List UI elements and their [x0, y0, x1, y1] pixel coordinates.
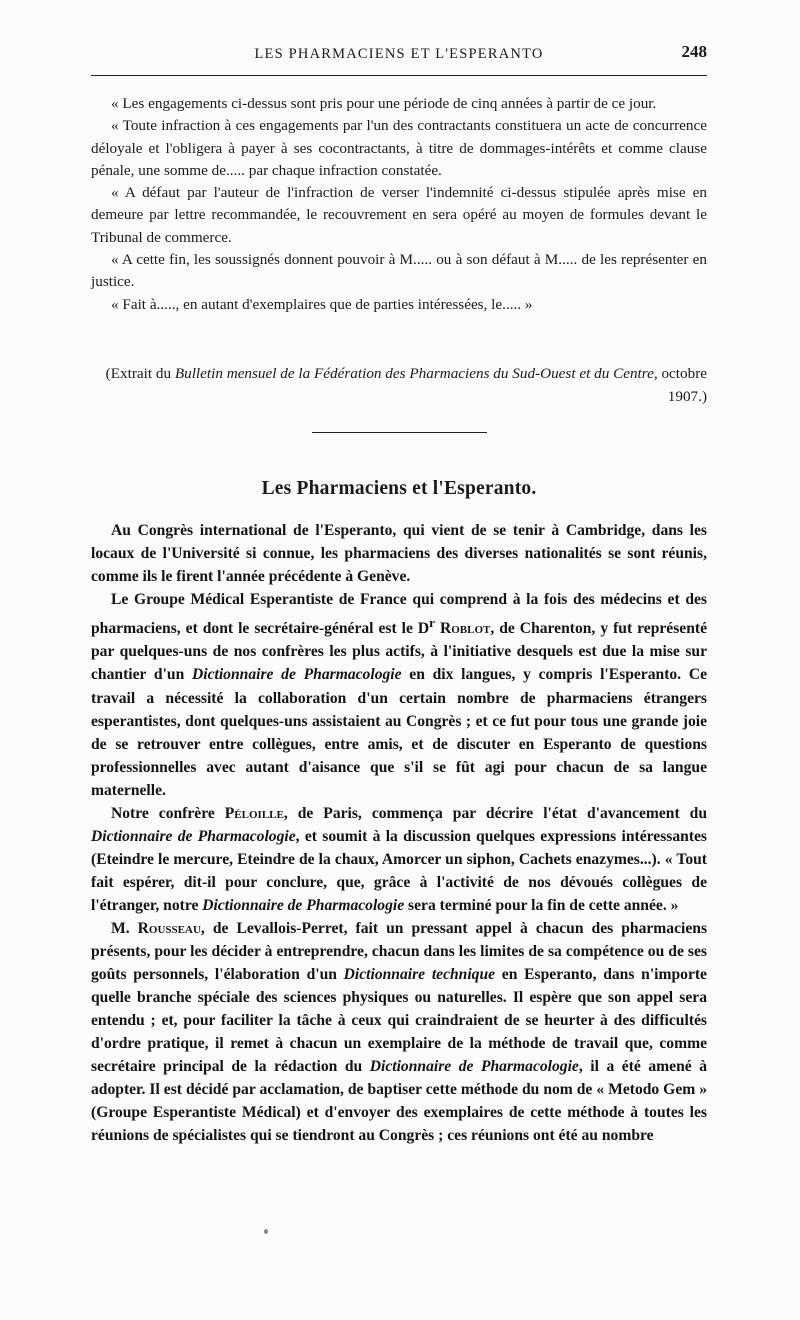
source-citation: (Extrait du Bulletin mensuel de la Fédération des Pharmaciens du Sud-Ouest et du Centre, octobre 1907.): [105, 365, 707, 405]
article-paragraph: Le Groupe Médical Esperantiste de France qui comprend à la fois des médecins et des pharmaciens, et dont le secrétaire-général est le $D^r$ Roblot, de Charenton, y fut représenté par quelques-uns de nos confrères les plus actifs, à l'initiative desquels est due la mise sur chantier d'un Dictionnaire de Pharmacologie en dix langues, y compris l'Esperanto. Ce travail a nécessité la collaboration d'un certain nombre de pharmaciens étrangers esperantistes, dont quelques-uns assistaient au Congrès ; et ce fut pour tous une grande joie de se retrouver entre collègues, entre amis, et de discuter en Esperanto de questions professionnelles avec autant d'aisance que s'il se fût agi pour chacun de sa langue maternelle.: [91, 591, 708, 799]
person-name: Rousseau: [137, 919, 201, 937]
person-name: Péloille: [224, 804, 284, 822]
article-body: [91, 519, 707, 1147]
article-paragraph: M. Rousseau, de Levallois-Perret, fait un pressant appel à chacun des pharmaciens présents, pour les décider à entreprendre, chacun dans les limites de sa compétence ou de ses goûts personnels, l'élaboration d'un Dictionnaire technique en Esperanto, dans n'importe quelle branche spéciale des sciences physiques ou naturelles. Il espère que son appel sera entendu ; et, pour faciliter la tâche à ceux qui craindraient de se heurter à des difficultés d'ordre pratique, il remet à chacun un exemplaire de la méthode de travail que, comme secrétaire principal de la rédaction du Dictionnaire de Pharmacologie, il a été amené à adopter. Il est décidé par acclamation, de baptiser cette méthode du nom de « Metodo Gem » (Groupe Esperantiste Médical) et d'envoyer des exemplaires de cette méthode à toutes les réunions de spécialistes qui se tiendront au Congrès ; ces réunions ont été au nombre: [91, 919, 708, 1145]
section-separator: [312, 432, 487, 433]
header-rule: [91, 75, 707, 76]
article-paragraph: Notre confrère Péloille, de Paris, commença par décrire l'état d'avancement du Dictionnaire de Pharmacologie, et soumit à la discussion quelques expressions intéressantes (Eteindre le mercure, Eteindre de la chaux, Amorcer un siphon, Cachets enazymes...). « Tout fait espérer, dit-il pour conclure, que, grâce à l'activité de nos dévoués collègues de l'étranger, notre Dictionnaire de Pharmacologie sera terminé pour la fin de cette année. »: [91, 804, 708, 914]
contract-paragraph: « Les engagements ci-dessus sont pris pour une période de cinq années à partir de ce jour.: [111, 95, 657, 112]
contract-excerpt: [91, 93, 707, 316]
contract-paragraph: « Toute infraction à ces engagements par l'un des contractants constituera un acte de concurrence déloyale et l'obligera à payer à ses cocontractants, à titre de dommages-intérêts et comme clause pénale, une somme de..... par chaque infraction constatée.: [91, 117, 707, 179]
running-header: [91, 42, 707, 70]
contract-paragraph: « A cette fin, les soussignés donnent pouvoir à M..... ou à son défaut à M..... de les représenter en justice.: [91, 251, 707, 291]
article-title: Les Pharmaciens et l'Esperanto.: [261, 478, 537, 499]
article-paragraph: Au Congrès international de l'Esperanto, qui vient de se tenir à Cambridge, dans les locaux de l'Université si connue, les pharmaciens des diverses nationalités se sont réunis, comme ils le firent l'année précédente à Genève.: [91, 522, 707, 586]
person-name: Roblot: [439, 620, 491, 638]
ink-speck: [264, 1229, 268, 1234]
page-number: 248: [681, 42, 707, 61]
running-title: LES PHARMACIENS ET L'ESPERANTO: [254, 46, 544, 62]
contract-paragraph: « Fait à....., en autant d'exemplaires que de parties intéressées, le..... »: [111, 295, 533, 313]
publication-name: Bulletin mensuel de la Fédération des Pharmaciens du Sud-Ouest et du Centre: [174, 365, 654, 382]
contract-paragraph: « A défaut par l'auteur de l'infraction de verser l'indemnité ci-dessus stipulée après mise en demeure par lettre recommandée, le recouvrement en sera opéré au moyen de formules devant le Tribunal de commerce.: [91, 184, 707, 246]
